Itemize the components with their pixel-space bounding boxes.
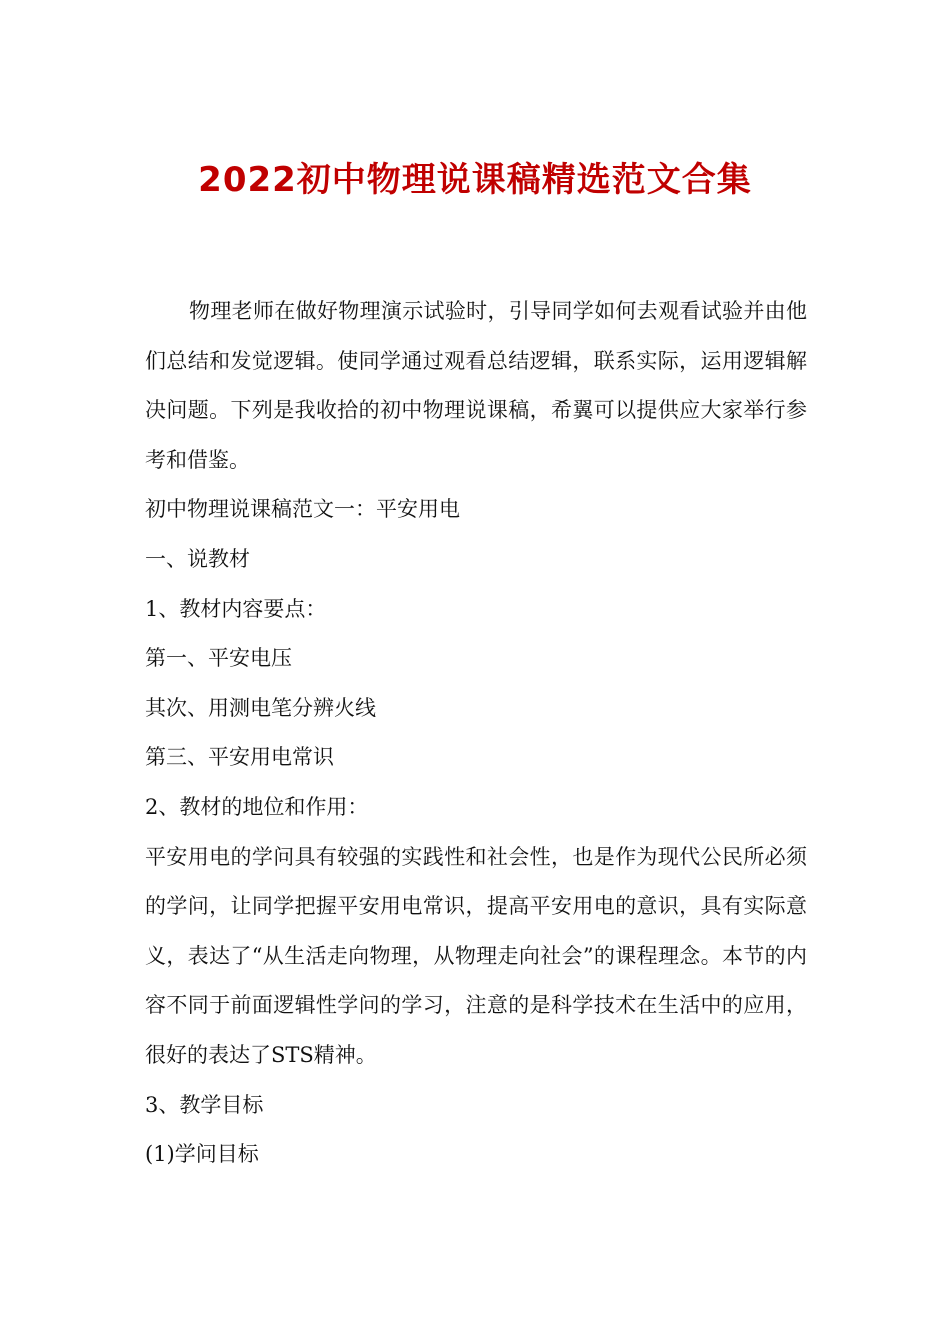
section-heading-sample-one: 初中物理说课稿范文一：平安用电 bbox=[145, 497, 460, 522]
section-heading-teaching-material: 一、说教材 bbox=[145, 546, 250, 571]
document-title: 2022初中物理说课稿精选范文合集 bbox=[198, 160, 752, 200]
list-item-test-pen: 其次、用测电笔分辨火线 bbox=[145, 695, 376, 720]
subheading-teaching-goals: 3、教学目标 bbox=[145, 1092, 264, 1117]
subheading-knowledge-goals: (1)学问目标 bbox=[145, 1142, 259, 1167]
subheading-status-role: 2、教材的地位和作用： bbox=[145, 794, 369, 819]
paragraph-status-role: 平安用电的学问具有较强的实践性和社会性，也是作为现代公民所必须的学问，让同学把握平安用电常识，提高平安用电的意识，具有实际意义，表达了“从生活走向物理，从物理走向社会”的课程理念。本节的内容不同于前面逻辑性学问的学习，注意的是科学技术在生活中的应用，很好的表达了STS精神。 bbox=[145, 844, 807, 1067]
document-body bbox=[145, 287, 807, 1180]
intro-paragraph: 物理老师在做好物理演示试验时，引导同学如何去观看试验并由他们总结和发觉逻辑。使同学通过观看总结逻辑，联系实际，运用逻辑解决问题。下列是我收拾的初中物理说课稿，希翼可以提供应大家举行参考和借鉴。 bbox=[145, 299, 807, 472]
subheading-content-points: 1、教材内容要点： bbox=[145, 596, 327, 621]
list-item-safety-knowledge: 第三、平安用电常识 bbox=[145, 745, 334, 770]
list-item-safe-voltage: 第一、平安电压 bbox=[145, 646, 292, 671]
